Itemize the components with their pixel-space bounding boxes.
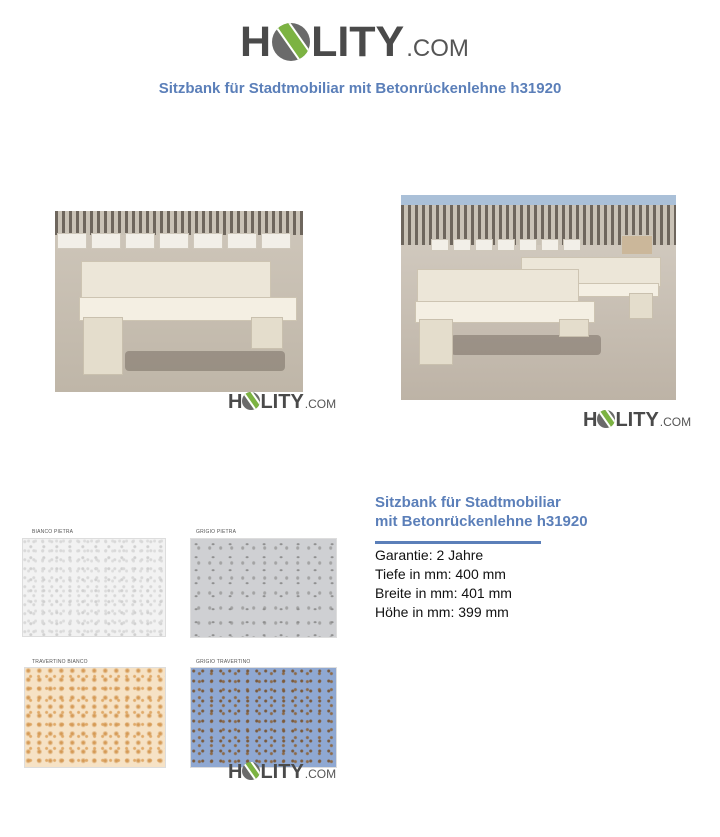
swatch-label: BIANCO PIETRA	[32, 529, 74, 535]
product-title	[375, 493, 675, 531]
product-title-line: mit Betonrückenlehne h31920	[375, 513, 588, 530]
product-photo-front	[55, 211, 303, 392]
color-swatch-travertino-bianco	[24, 667, 166, 768]
spec-height: Höhe in mm: 399 mm	[375, 604, 509, 620]
logo-text-lity: LITY	[311, 18, 405, 66]
logo-o-icon	[272, 23, 310, 61]
logo-text-com: .COM	[304, 397, 337, 411]
page-title: Sitzbank für Stadtmobiliar mit Betonrückenlehne h31920	[158, 80, 562, 97]
holity-logo[interactable]	[240, 14, 469, 64]
swatch-label: GRIGIO PIETRA	[196, 529, 237, 535]
logo-text-lity: LITY	[615, 409, 659, 431]
logo-text-com: .COM	[304, 767, 337, 781]
product-photo-angled	[401, 195, 676, 400]
spec-depth: Tiefe in mm: 400 mm	[375, 566, 506, 582]
logo-text-lity: LITY	[260, 391, 304, 413]
holity-logo-small	[228, 758, 336, 782]
logo-text-h: H	[228, 761, 243, 783]
swatch-label: GRIGIO TRAVERTINO	[196, 659, 251, 665]
spec-width: Breite in mm: 401 mm	[375, 585, 512, 601]
logo-text-h: H	[240, 18, 272, 66]
holity-logo-small	[583, 406, 691, 430]
logo-o-icon	[242, 392, 260, 410]
logo-text-lity: LITY	[260, 761, 304, 783]
logo-o-icon	[242, 762, 260, 780]
holity-logo-small	[228, 388, 336, 412]
logo-o-icon	[597, 410, 615, 428]
logo-text-h: H	[583, 409, 598, 431]
title-divider	[375, 541, 541, 544]
color-swatch-bianco-pietra	[22, 538, 166, 637]
product-title-line: Sitzbank für Stadtmobiliar	[375, 494, 561, 511]
logo-text-com: .COM	[659, 415, 692, 429]
swatch-label: TRAVERTINO BIANCO	[32, 659, 88, 665]
color-swatch-grigio-travertino	[190, 667, 337, 768]
spec-warranty: Garantie: 2 Jahre	[375, 547, 484, 563]
spec-list	[375, 546, 512, 622]
logo-text-h: H	[228, 391, 243, 413]
logo-text-com: .COM	[406, 35, 469, 62]
color-swatch-grigio-pietra	[190, 538, 337, 638]
